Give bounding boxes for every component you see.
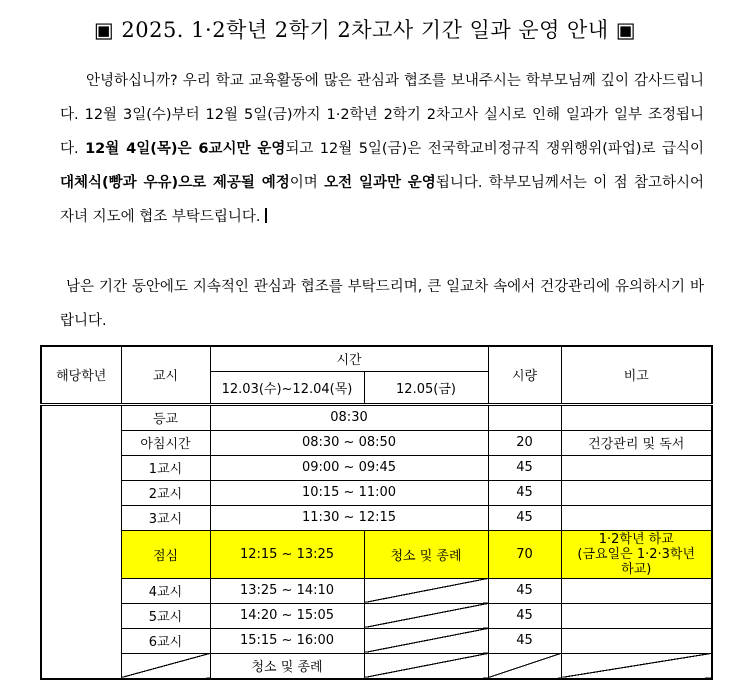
- time-cell: 08:30 ~ 08:50: [210, 430, 488, 455]
- period-cell: 3교시: [121, 505, 210, 530]
- lunch-time-b-cell: 청소 및 종례: [364, 530, 488, 578]
- intro-text-4: 됩니다. 학부모님께서는 이 점 참고하시어 자녀 지도에 협조 부탁드립니다.: [60, 175, 704, 225]
- minutes-cell: 45: [488, 505, 561, 530]
- minutes-cell: 20: [488, 430, 561, 455]
- header-time: 시간: [210, 346, 488, 371]
- closing-paragraph: 남은 기간 동안에도 지속적인 관심과 협조를 부탁드리며, 큰 일교차 속에서 건강관리에 유의하시기 바랍니다.: [60, 279, 704, 329]
- intro-text-3: 이며: [289, 175, 325, 191]
- minutes-cell: 45: [488, 603, 561, 628]
- minutes-cell: 45: [488, 455, 561, 480]
- period-cell: 아침시간: [121, 430, 210, 455]
- diagonal-cell: [364, 653, 488, 679]
- diagonal-cell: [561, 653, 712, 679]
- intro-bold-1: 12월 4일(목)은 6교시만 운영: [85, 141, 286, 157]
- note-cell: [561, 578, 712, 603]
- page-title: ▣ 2025. 1·2학년 2학기 2차고사 기간 일과 운영 안내 ▣: [93, 18, 637, 42]
- note-cell: [561, 603, 712, 628]
- note-cell: [561, 455, 712, 480]
- diagonal-cell: [364, 603, 488, 628]
- header-minutes: 시량: [488, 346, 561, 404]
- header-note: 비고: [561, 346, 712, 404]
- period-cell: 등교: [121, 404, 210, 430]
- time-cell: 14:20 ~ 15:05: [210, 603, 364, 628]
- intro-bold-2: 대체식(빵과 우유)으로 제공될 예정: [60, 175, 290, 191]
- minutes-cell: [488, 404, 561, 430]
- note-cell: [561, 628, 712, 653]
- note-cell: 건강관리 및 독서: [561, 430, 712, 455]
- header-period: 교시: [121, 346, 210, 404]
- minutes-cell: 45: [488, 628, 561, 653]
- time-cell: 13:25 ~ 14:10: [210, 578, 364, 603]
- header-time-a: 12.03(수)~12.04(목): [210, 371, 364, 404]
- intro-text-2: 되고 12월 5일(금)은 전국학교비정규직 쟁위행위(파업)로 급식이: [285, 141, 704, 157]
- diagonal-cell: [488, 653, 561, 679]
- note-cell: [561, 404, 712, 430]
- diagonal-cell: [364, 578, 488, 603]
- grade-cell: [41, 404, 121, 679]
- header-grade: 해당학년: [41, 346, 121, 404]
- note-cell: [561, 505, 712, 530]
- period-cell: 4교시: [121, 578, 210, 603]
- lunch-time-a-cell: 12:15 ~ 13:25: [210, 530, 364, 578]
- time-cell: 08:30: [210, 404, 488, 430]
- lunch-period-cell: 점심: [121, 530, 210, 578]
- note-cell: [561, 480, 712, 505]
- text-cursor: [265, 208, 267, 223]
- intro-text-1: 안녕하십니까? 우리 학교 교육활동에 많은 관심과 협조를 보내주시는 학부모님께 깊이 감사드립니다. 12월 3일(수)부터 12월 5일(금)까지 1·2학년 2학기 2차고사 실시로 인해 일과가 일부 조정됩니다.: [60, 73, 704, 157]
- time-cell: 11:30 ~ 12:15: [210, 505, 488, 530]
- schedule-table: [40, 345, 713, 680]
- period-cell: 5교시: [121, 603, 210, 628]
- header-time-b: 12.05(금): [364, 371, 488, 404]
- minutes-cell: 45: [488, 578, 561, 603]
- intro-paragraph: [60, 64, 704, 234]
- time-cell: 10:15 ~ 11:00: [210, 480, 488, 505]
- diagonal-cell: [364, 628, 488, 653]
- lunch-minutes-cell: 70: [488, 530, 561, 578]
- time-cell: 청소 및 종례: [210, 653, 364, 679]
- period-cell: 2교시: [121, 480, 210, 505]
- minutes-cell: 45: [488, 480, 561, 505]
- period-cell: 1교시: [121, 455, 210, 480]
- diagonal-cell: [121, 653, 210, 679]
- period-cell: 6교시: [121, 628, 210, 653]
- lunch-note-cell: 1·2학년 하교 (금요일은 1·2·3학년 하교): [561, 530, 712, 578]
- time-cell: 09:00 ~ 09:45: [210, 455, 488, 480]
- time-cell: 15:15 ~ 16:00: [210, 628, 364, 653]
- intro-bold-3: 오전 일과만 운영: [324, 175, 436, 191]
